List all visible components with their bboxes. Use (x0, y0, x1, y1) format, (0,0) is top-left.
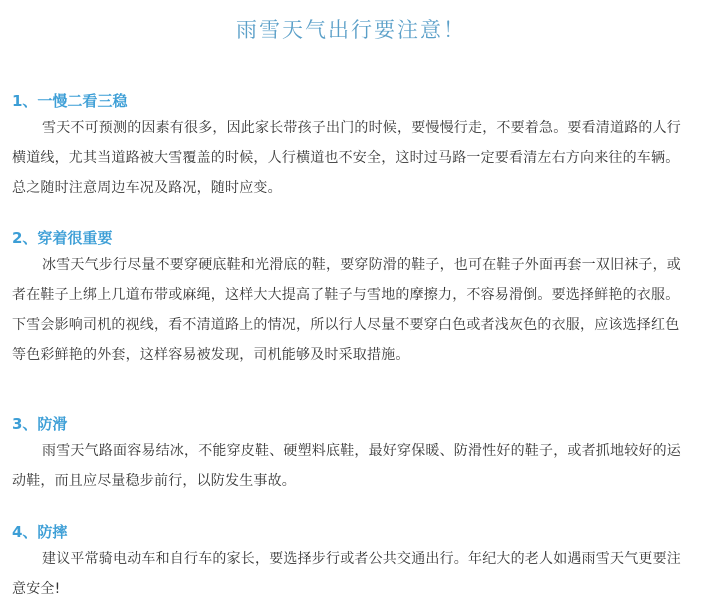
section-heading: 1、一慢二看三稳 (12, 92, 128, 110)
section-slow-look-steady (12, 89, 692, 203)
section-clothing (12, 226, 692, 370)
article-title: 雨雪天气出行要注意！ (236, 18, 466, 42)
section-anti-slip (12, 412, 692, 496)
section-body: 雪天不可预测的因素有很多，因此家长带孩子出门的时候，要慢慢行走，不要着急。要看清道路的人行横道线，尤其当道路被大雪覆盖的时候，人行横道也不安全，这时过马路一定要看清左右方向来往的车辆。总之随时注意周边车况及路况，随时应变。 (12, 120, 681, 196)
section-body: 建议平常骑电动车和自行车的家长，要选择步行或者公共交通出行。年纪大的老人如遇雨雪天气更要注意安全! (12, 551, 681, 597)
section-heading: 3、防滑 (12, 415, 68, 433)
section-heading: 2、穿着很重要 (12, 229, 113, 247)
section-body: 雨雪天气路面容易结冰，不能穿皮鞋、硬塑料底鞋，最好穿保暖、防滑性好的鞋子，或者抓地较好的运动鞋，而且应尽量稳步前行，以防发生事故。 (12, 443, 681, 489)
section-fall-prevention (12, 520, 692, 604)
section-heading: 4、防摔 (12, 523, 68, 541)
section-body: 冰雪天气步行尽量不要穿硬底鞋和光滑底的鞋，要穿防滑的鞋子，也可在鞋子外面再套一双旧袜子，或者在鞋子上绑上几道布带或麻绳，这样大大提高了鞋子与雪地的摩擦力，不容易滑倒。要选择鲜艳的衣服。下雪会影响司机的视线，看不清道路上的情况，所以行人尽量不要穿白色或者浅灰色的衣服，应该选择红色等色彩鲜艳的外套，这样容易被发现，司机能够及时采取措施。 (12, 257, 681, 363)
